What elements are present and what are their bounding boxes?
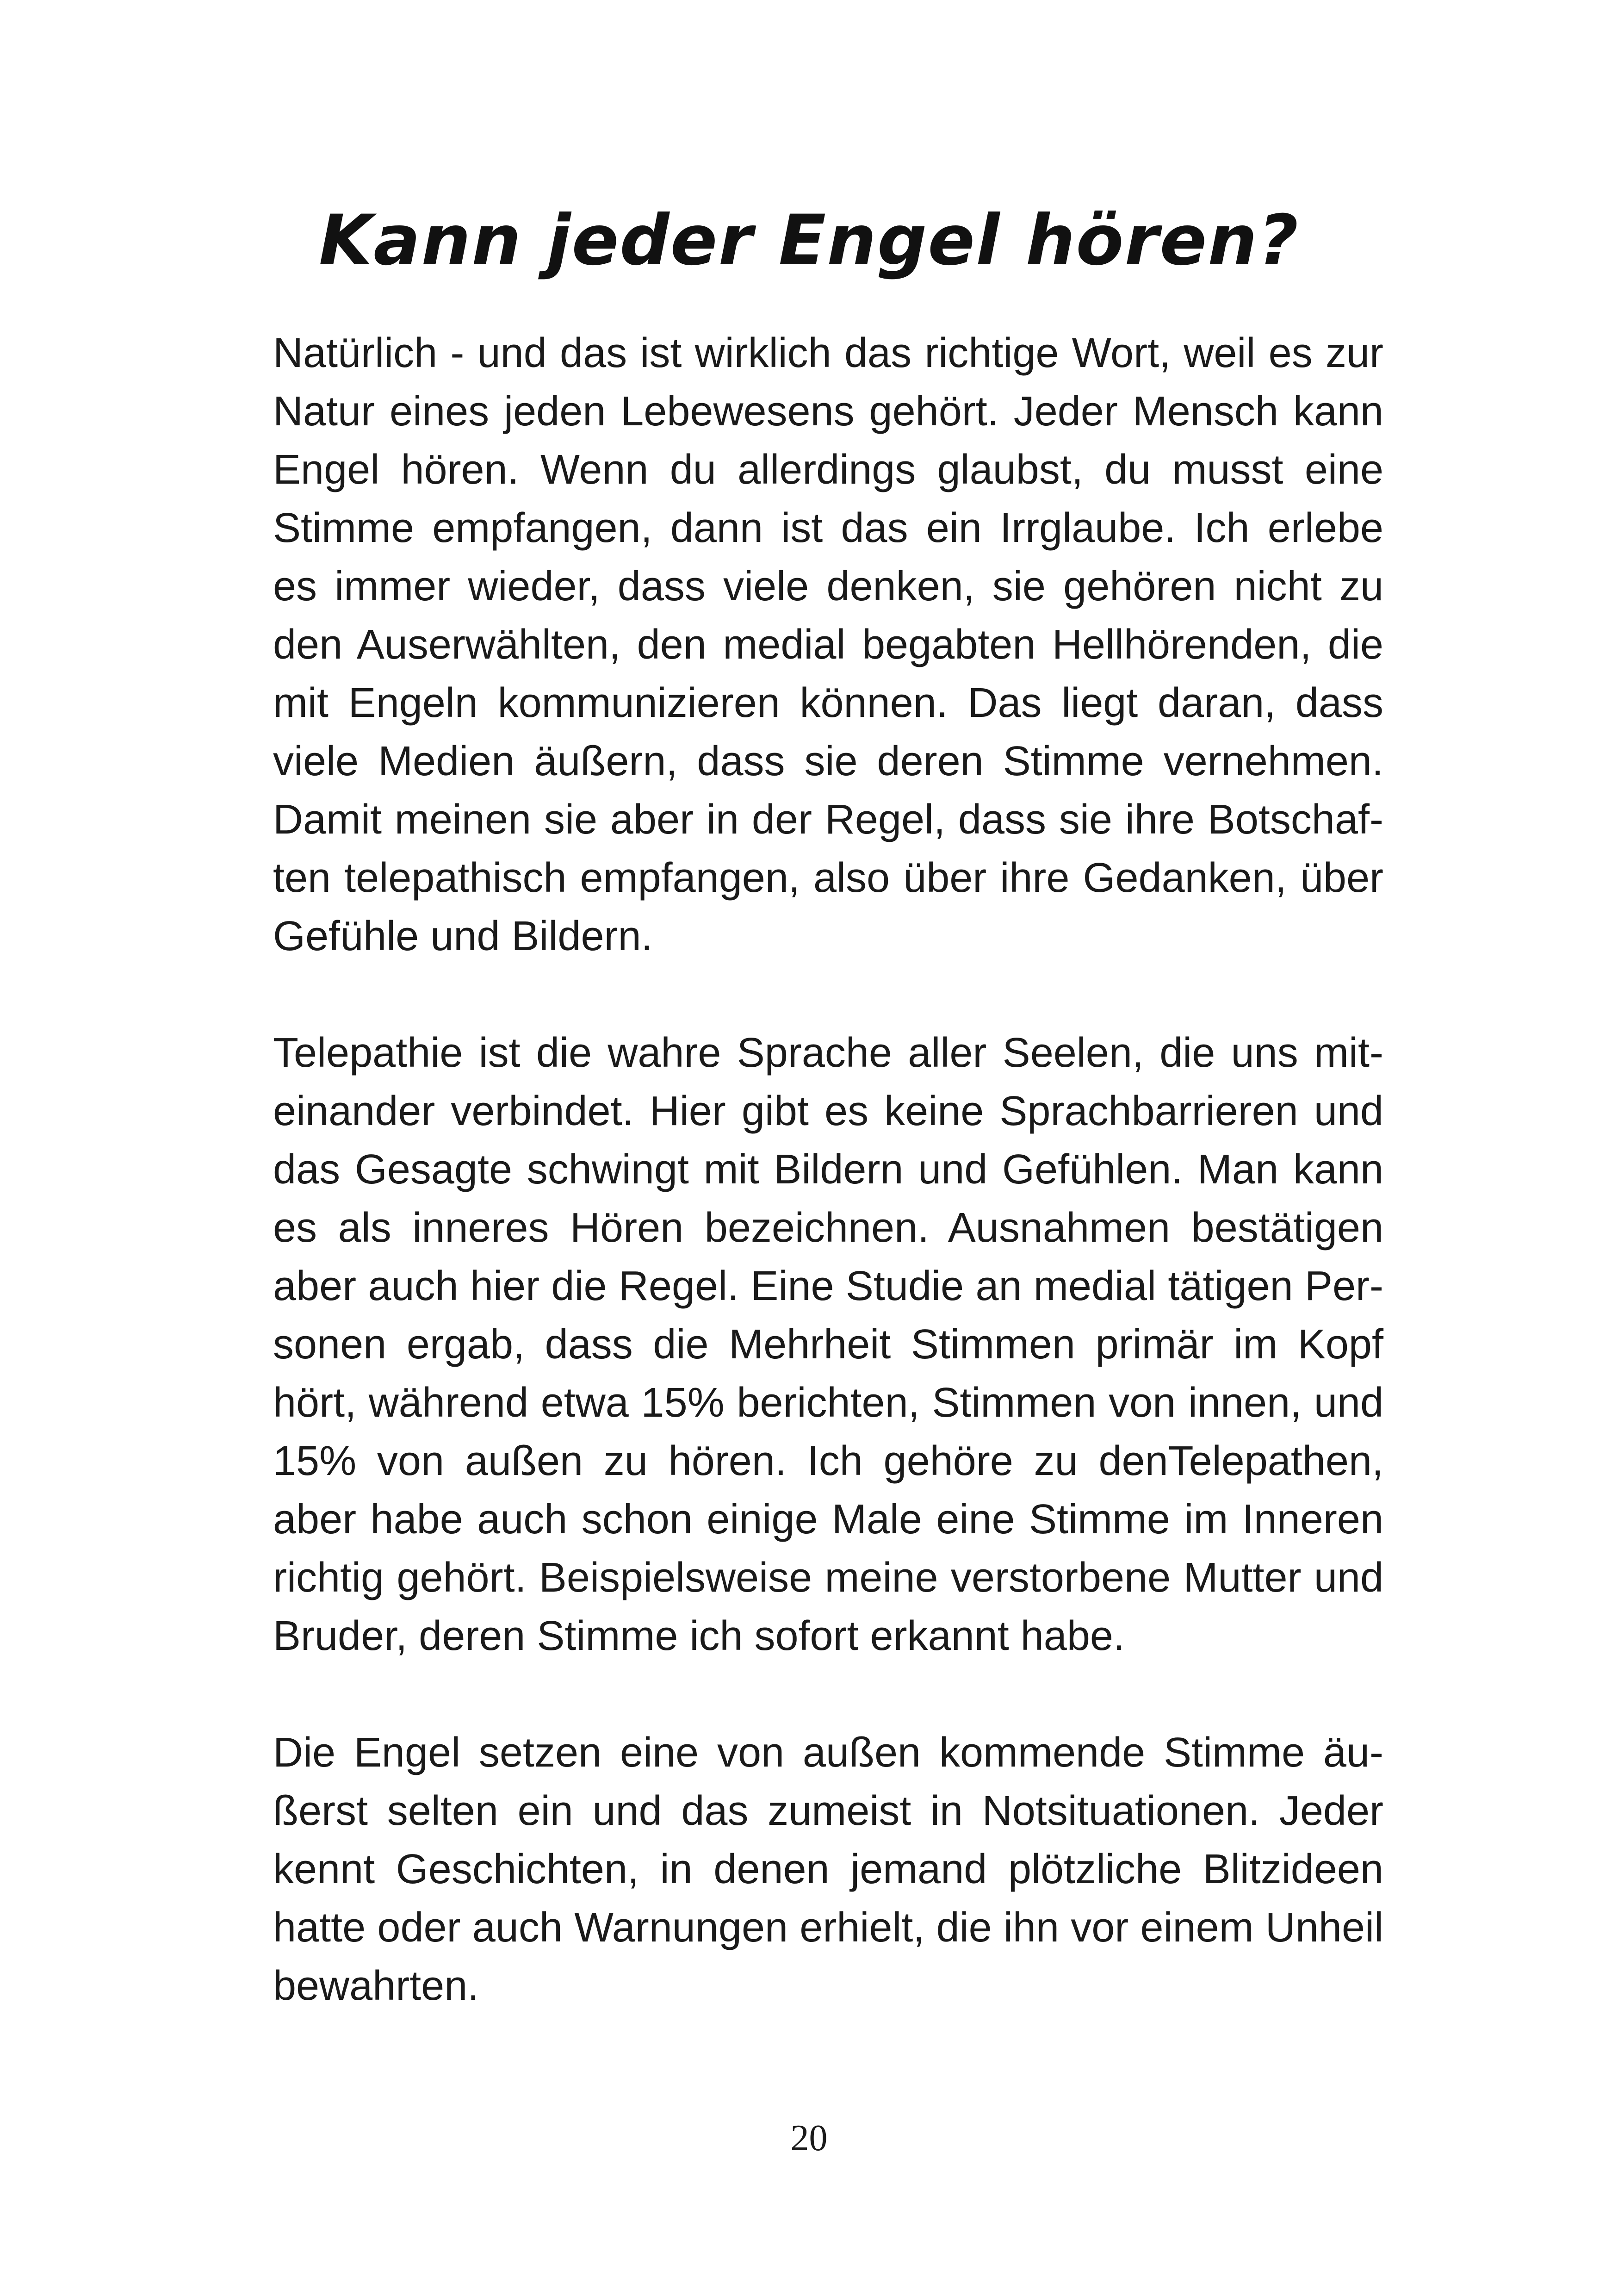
- chapter-title: Kann jeder Engel hören?: [318, 200, 1300, 281]
- page-number: 20: [790, 2118, 828, 2159]
- paragraph: Telepathie ist die wahre Sprache aller Seelen, die uns miteinander verbindet. Hier gibt es keine Sprachbarrieren und das Gesagte schwingt mit Bildern und Gefühlen. Man kann es als inneres Hören bezeichnen. Ausnahmen bestätigen aber auch hier die Regel. Eine Studie an medial tätigen Personen ergab, dass die Mehrheit Stimmen primär im Kopf hört, während etwa 15% berichten, Stimmen von innen, und 15% von außen zu hören. Ich gehöre zu denTelepathen, aber habe auch schon einige Male eine Stimme im Inneren richtig gehört. Beispielsweise meine verstorbene Mutter und Bruder, deren Stimme ich sofort erkannt habe.: [273, 1030, 1383, 1659]
- paragraph: Die Engel setzen eine von außen kommende Stimme äußerst selten ein und das zumeist in Notsituationen. Jeder kennt Geschichten, in denen jemand plötzliche Blitzideen hatte oder auch Warnungen erhielt, die ihn vor einem Unheil bewahrten.: [273, 1730, 1383, 2009]
- body-text: [273, 324, 1383, 2073]
- paragraph: Natürlich - und das ist wirklich das richtige Wort, weil es zur Natur eines jeden Lebewesens gehört. Jeder Mensch kann Engel hören. Wenn du allerdings glaubst, du musst eine Stimme empfangen, dann ist das ein Irrglaube. Ich erlebe es immer wieder, dass viele denken, sie gehören nicht zu den Auserwählten, den medial begabten Hellhörenden, die mit Engeln kommunizieren können. Das liegt daran, dass viele Medien äußern, dass sie deren Stimme vernehmen. Damit meinen sie aber in der Regel, dass sie ihre Botschaften telepathisch empfangen, also über ihre Gedanken, über Gefühle und Bildern.: [273, 330, 1383, 959]
